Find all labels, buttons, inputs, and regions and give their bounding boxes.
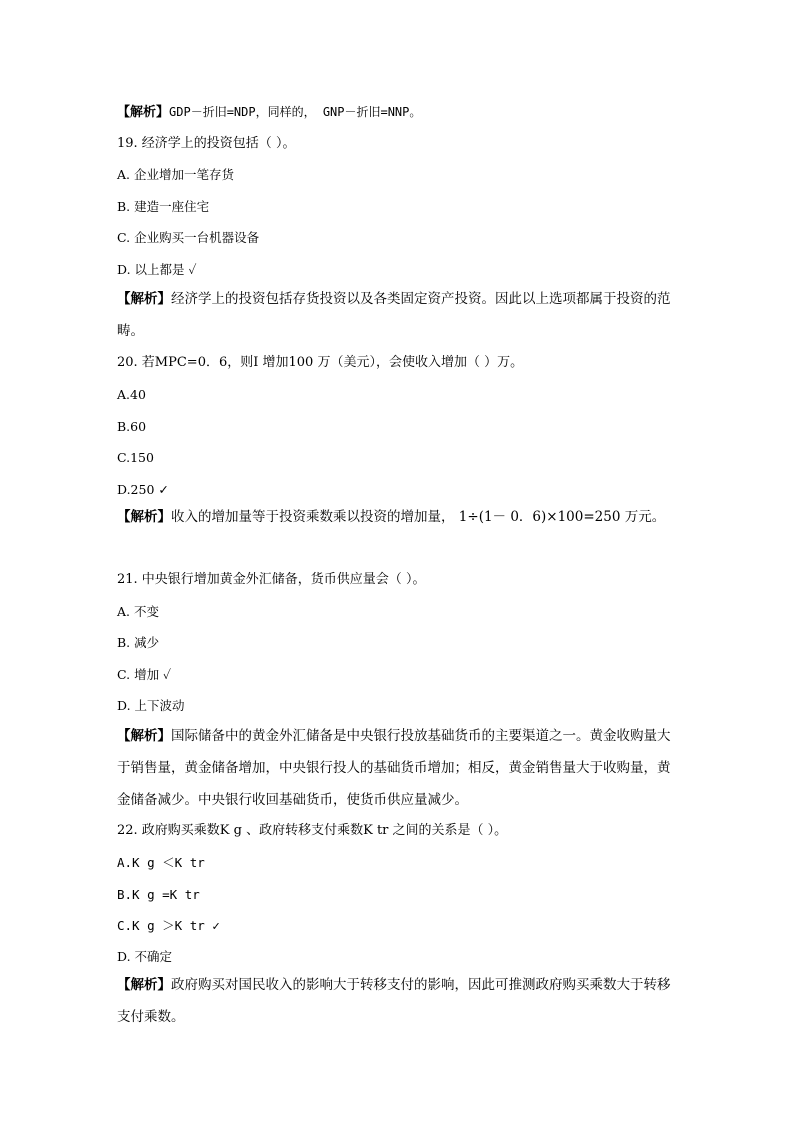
- analysis-text: 收入的增加量等于投资乘数乘以投资的增加量， 1÷(1－ 0．6)×100=250 万元。: [171, 509, 666, 525]
- analysis-text: 经济学上的投资包括存货投资以及各类固定资产投资。因此以上选项都属于投资的范畴。: [117, 291, 671, 339]
- analysis-tag: 【解析】: [117, 977, 171, 993]
- option-19-b: B. 建造一座住宅: [117, 199, 210, 214]
- analysis-text: GDP－折旧=NDP，同样的， GNP－折旧=NNP。: [169, 105, 422, 119]
- option-21-a: A. 不变: [117, 604, 159, 619]
- option-22-c: C.K g ＞K tr ✓: [117, 918, 220, 933]
- option-21-b: B. 减少: [117, 635, 160, 650]
- option-22-b: B.K g =K tr: [117, 887, 200, 902]
- analysis-tag: 【解析】: [117, 509, 171, 525]
- option-19-a: A. 企业增加一笔存货: [117, 167, 234, 182]
- option-22-a: A.K g ＜K tr: [117, 855, 205, 870]
- option-20-b: B.60: [117, 419, 147, 434]
- option-19-d: D. 以上都是 ✓: [117, 262, 197, 277]
- analysis-22: [117, 969, 679, 1033]
- question-22: 22. 政府购买乘数K g 、政府转移支付乘数K tr 之间的关系是（ ）。: [117, 823, 508, 838]
- option-20-c: C.150: [117, 450, 154, 465]
- option-21-d: D. 上下波动: [117, 698, 185, 713]
- question-19: 19. 经济学上的投资包括（ ）。: [117, 136, 296, 151]
- option-19-c: C. 企业购买一台机器设备: [117, 230, 260, 245]
- analysis-tag: 【解析】: [117, 728, 171, 744]
- question-21: 21. 中央银行增加黄金外汇储备，货币供应量会（ ）。: [117, 572, 426, 587]
- analysis-18: [117, 103, 421, 122]
- question-20: 20. 若MPC=0．6，则I 增加100 万（美元），会使收入增加（ ）万。: [117, 355, 524, 370]
- analysis-text: 政府购买对国民收入的影响大于转移支付的影响，因此可推测政府购买乘数大于转移支付乘数。: [117, 977, 671, 1025]
- option-20-a: A.40: [117, 387, 146, 402]
- analysis-tag: 【解析】: [117, 105, 170, 120]
- option-21-c: C. 增加 ✓: [117, 667, 172, 682]
- analysis-text: 国际储备中的黄金外汇储备是中央银行投放基础货币的主要渠道之一。黄金收购量大于销售量，黄金储备增加，中央银行投人的基础货币增加；相反，黄金销售量大于收购量，黄金储备减少。中央银行收回基础货币，使货币供应量减少。: [117, 728, 671, 808]
- analysis-tag: 【解析】: [117, 291, 171, 307]
- analysis-19: [117, 283, 679, 347]
- analysis-20: [117, 508, 665, 526]
- analysis-21: [117, 720, 679, 816]
- option-20-d: D.250 ✓: [117, 482, 169, 497]
- option-22-d: D. 不确定: [117, 949, 173, 964]
